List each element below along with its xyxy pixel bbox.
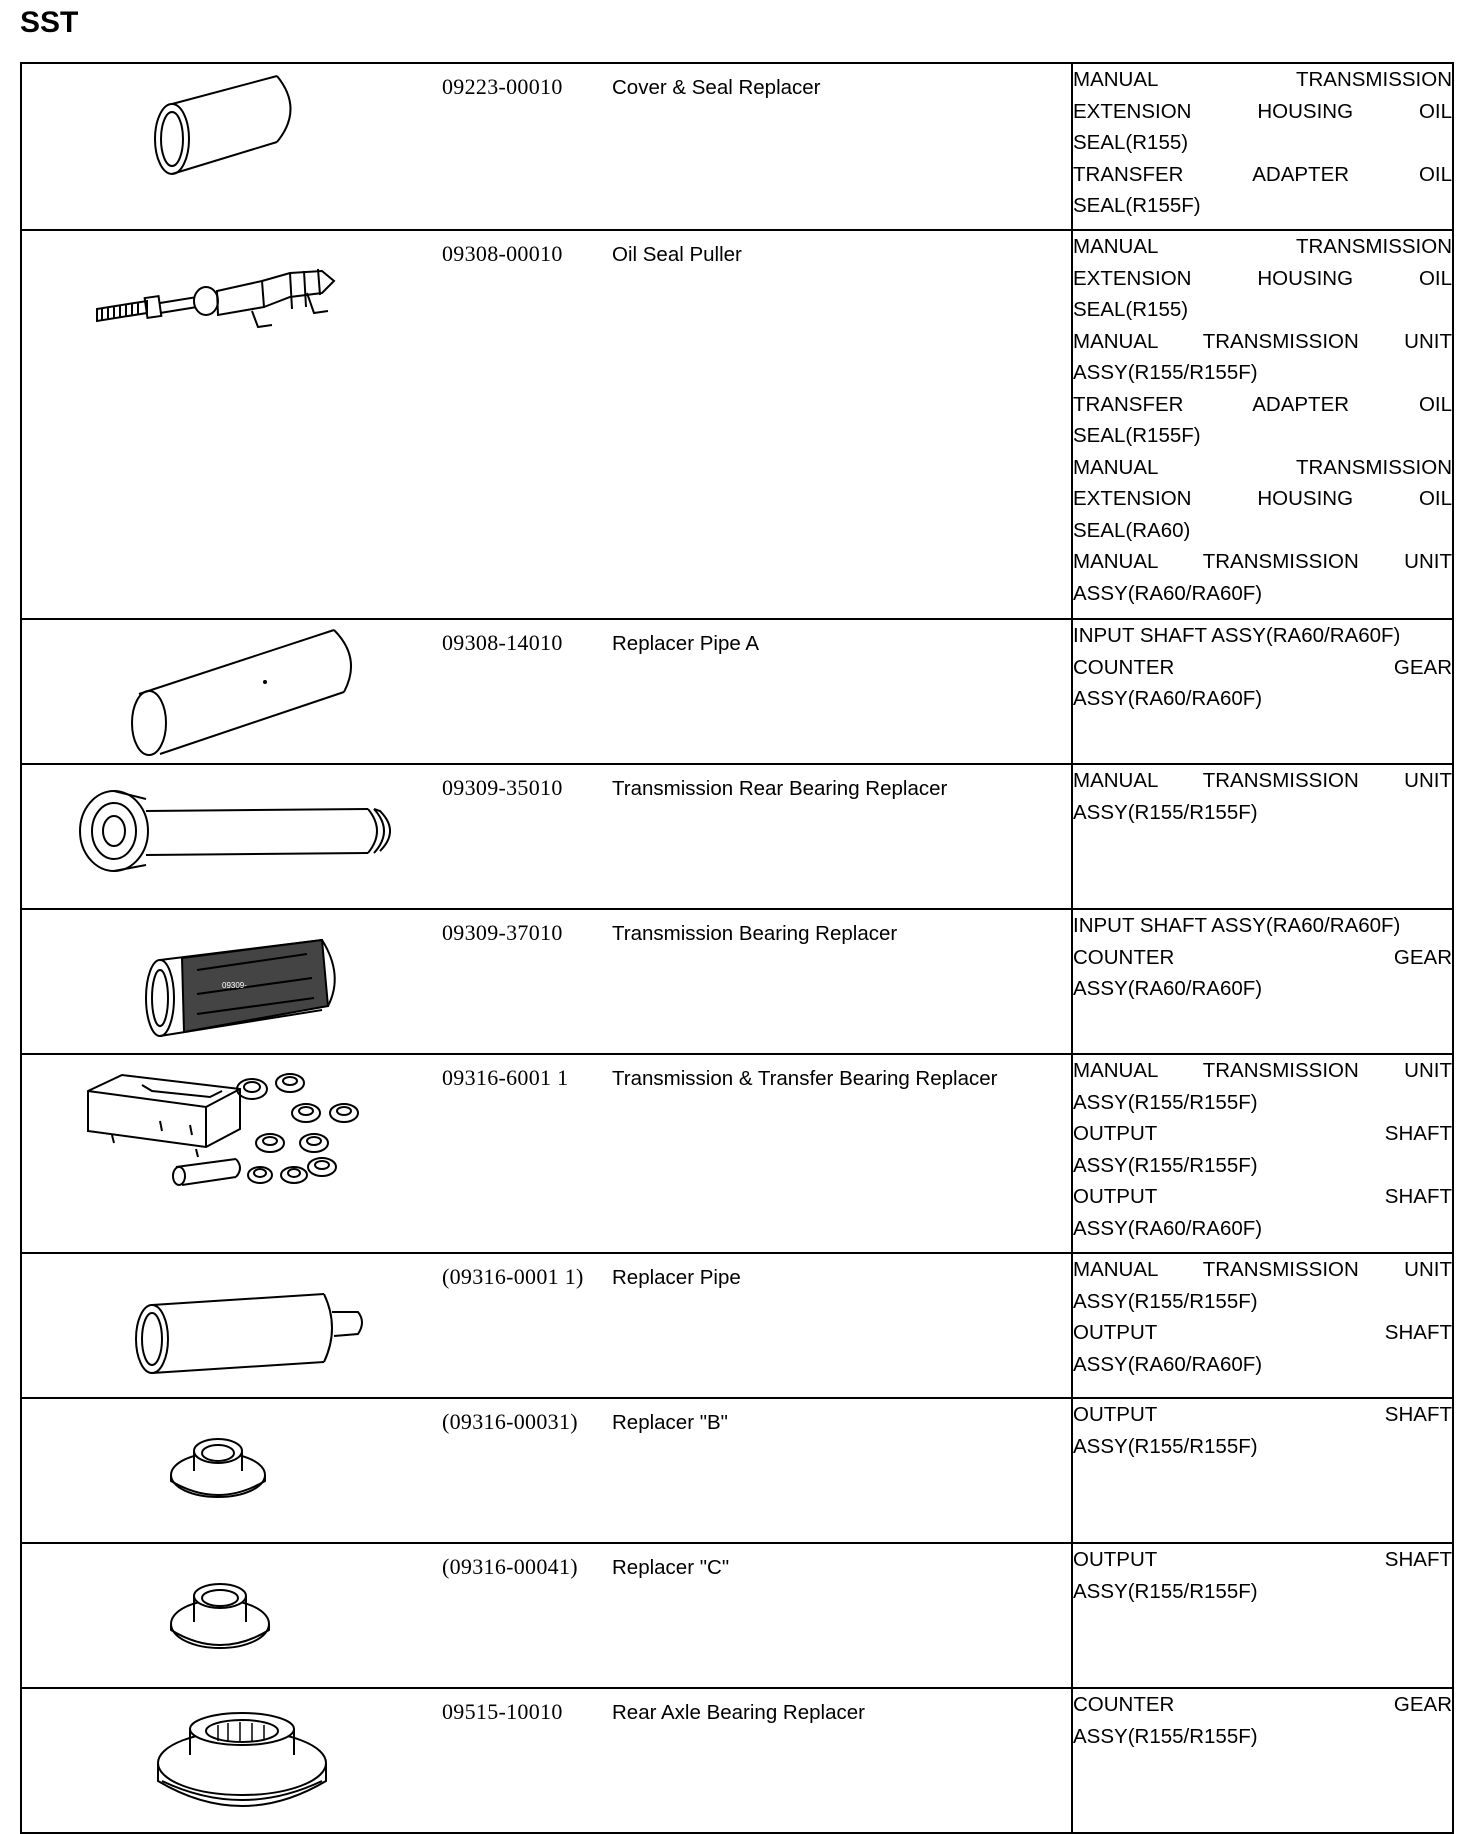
tool-row xyxy=(21,1054,1453,1253)
usage-line: SEAL(R155F) xyxy=(1073,424,1201,447)
part-number: 09309-37010 xyxy=(442,920,563,945)
usage-line: OUTPUT SHAFT xyxy=(1073,1548,1452,1571)
usage-line: ASSY(R155/R155F) xyxy=(1073,800,1258,824)
usage-cell xyxy=(1072,1688,1453,1833)
usage-line: EXTENSION HOUSING OIL xyxy=(1073,99,1452,123)
tool-row xyxy=(21,1543,1453,1688)
part-number: 09309-35010 xyxy=(442,775,563,800)
usage-cell xyxy=(1072,1398,1453,1543)
part-number: (09316-00041) xyxy=(442,1554,578,1579)
usage-cell xyxy=(1072,1253,1453,1398)
usage-cell xyxy=(1072,1054,1453,1253)
usage-line: SEAL(RA60) xyxy=(1073,518,1191,542)
tool-row xyxy=(21,1398,1453,1543)
tool-info-cell xyxy=(21,1543,1072,1688)
usage-line: MANUAL TRANSMISSION xyxy=(1073,455,1452,479)
tool-info-cell xyxy=(21,764,1072,909)
usage-line: OUTPUT SHAFT xyxy=(1073,1185,1452,1208)
usage-cell xyxy=(1072,63,1453,230)
part-number: 09308-14010 xyxy=(442,630,563,655)
usage-line: EXTENSION HOUSING OIL xyxy=(1073,487,1452,510)
usage-line: ASSY(RA60/RA60F) xyxy=(1073,977,1263,1000)
tool-info-cell xyxy=(21,1253,1072,1398)
tool-name: Replacer Pipe xyxy=(612,1266,741,1289)
flanged-replacer-b-icon xyxy=(22,1399,432,1542)
tool-name: Replacer "B" xyxy=(612,1411,728,1434)
tool-name: Replacer Pipe A xyxy=(612,632,760,655)
usage-line: MANUAL TRANSMISSION UNIT xyxy=(1073,769,1452,792)
axle-bearing-replacer-icon xyxy=(22,1689,432,1832)
usage-cell xyxy=(1072,909,1453,1054)
usage-line: OUTPUT SHAFT xyxy=(1073,1122,1452,1145)
usage-line: MANUAL TRANSMISSION xyxy=(1073,68,1452,91)
tool-row xyxy=(21,230,1453,619)
usage-line: ASSY(R155/R155F) xyxy=(1073,1434,1258,1458)
usage-line: ASSY(R155/R155F) xyxy=(1073,1289,1258,1313)
usage-line: ASSY(RA60/RA60F) xyxy=(1073,687,1263,710)
tool-name: Cover & Seal Replacer xyxy=(612,76,821,99)
usage-line: COUNTER GEAR xyxy=(1073,1693,1452,1716)
replacer-set-icon xyxy=(22,1055,432,1252)
tool-info-cell xyxy=(21,63,1072,230)
usage-line: ASSY(R155/R155F) xyxy=(1073,1090,1258,1114)
tool-row xyxy=(21,619,1453,764)
svg-text:09309-: 09309- xyxy=(222,981,247,990)
cylinder-replacer-icon xyxy=(22,64,432,229)
part-number: 09515-10010 xyxy=(442,1699,563,1724)
usage-line: SEAL(R155) xyxy=(1073,131,1189,154)
flanged-replacer-c-icon xyxy=(22,1544,432,1687)
usage-cell xyxy=(1072,230,1453,619)
usage-line: COUNTER GEAR xyxy=(1073,945,1452,969)
tool-name: Replacer "C" xyxy=(612,1556,730,1579)
tool-info-cell xyxy=(21,1688,1072,1833)
tool-row xyxy=(21,909,1453,1054)
tool-name: Rear Axle Bearing Replacer xyxy=(612,1701,865,1724)
part-number: (09316-0001 1) xyxy=(442,1264,584,1289)
part-number: (09316-00031) xyxy=(442,1409,578,1434)
usage-line: INPUT SHAFT ASSY(RA60/RA60F) xyxy=(1073,624,1401,647)
stepped-pipe-icon xyxy=(22,1254,432,1397)
usage-cell xyxy=(1072,764,1453,909)
usage-line: MANUAL TRANSMISSION UNIT xyxy=(1073,329,1452,353)
part-number: 09308-00010 xyxy=(442,241,563,266)
tool-info-cell xyxy=(21,1054,1072,1253)
usage-line: ASSY(R155/R155F) xyxy=(1073,1153,1258,1177)
usage-cell xyxy=(1072,619,1453,764)
usage-line: ASSY(R155/R155F) xyxy=(1073,1579,1258,1603)
tool-info-cell xyxy=(21,1398,1072,1543)
usage-line: MANUAL TRANSMISSION xyxy=(1073,235,1452,258)
tool-row xyxy=(21,1688,1453,1833)
part-number: 09316-6001 1 xyxy=(442,1065,569,1090)
tool-name: Oil Seal Puller xyxy=(612,243,742,266)
tool-info-cell xyxy=(21,909,1072,1054)
usage-line: TRANSFER ADAPTER OIL xyxy=(1073,392,1452,416)
replacer-pipe-icon xyxy=(22,620,432,763)
tool-name: Transmission Bearing Replacer xyxy=(612,922,898,945)
usage-line: ASSY(R155/R155F) xyxy=(1073,1724,1258,1748)
oil-seal-puller-icon xyxy=(22,231,432,618)
part-number: 09223-00010 xyxy=(442,74,563,99)
usage-line: SEAL(R155F) xyxy=(1073,194,1201,217)
usage-line: OUTPUT SHAFT xyxy=(1073,1321,1452,1344)
usage-line: MANUAL TRANSMISSION UNIT xyxy=(1073,550,1452,573)
usage-line: ASSY(RA60/RA60F) xyxy=(1073,1216,1263,1240)
usage-line: SEAL(R155) xyxy=(1073,298,1189,321)
tool-info-cell xyxy=(21,230,1072,619)
usage-line: TRANSFER ADAPTER OIL xyxy=(1073,162,1452,186)
sst-table xyxy=(20,62,1454,1834)
knurled-replacer-icon xyxy=(22,910,432,1053)
tool-row xyxy=(21,1253,1453,1398)
tool-name: Transmission & Transfer Bearing Replacer xyxy=(612,1067,998,1090)
usage-line: OUTPUT SHAFT xyxy=(1073,1403,1452,1426)
bearing-replacer-icon xyxy=(22,765,432,908)
usage-line: MANUAL TRANSMISSION UNIT xyxy=(1073,1258,1452,1281)
tool-name: Transmission Rear Bearing Replacer xyxy=(612,777,948,800)
usage-line: ASSY(RA60/RA60F) xyxy=(1073,1352,1263,1376)
usage-line: ASSY(R155/R155F) xyxy=(1073,361,1258,384)
usage-line: MANUAL TRANSMISSION UNIT xyxy=(1073,1059,1452,1082)
usage-line: INPUT SHAFT ASSY(RA60/RA60F) xyxy=(1073,914,1401,937)
page-title: SST xyxy=(20,6,79,39)
tool-row xyxy=(21,63,1453,230)
usage-line: COUNTER GEAR xyxy=(1073,655,1452,679)
usage-line: EXTENSION HOUSING OIL xyxy=(1073,266,1452,290)
tool-info-cell xyxy=(21,619,1072,764)
tool-row xyxy=(21,764,1453,909)
usage-line: ASSY(RA60/RA60F) xyxy=(1073,581,1263,605)
usage-cell xyxy=(1072,1543,1453,1688)
